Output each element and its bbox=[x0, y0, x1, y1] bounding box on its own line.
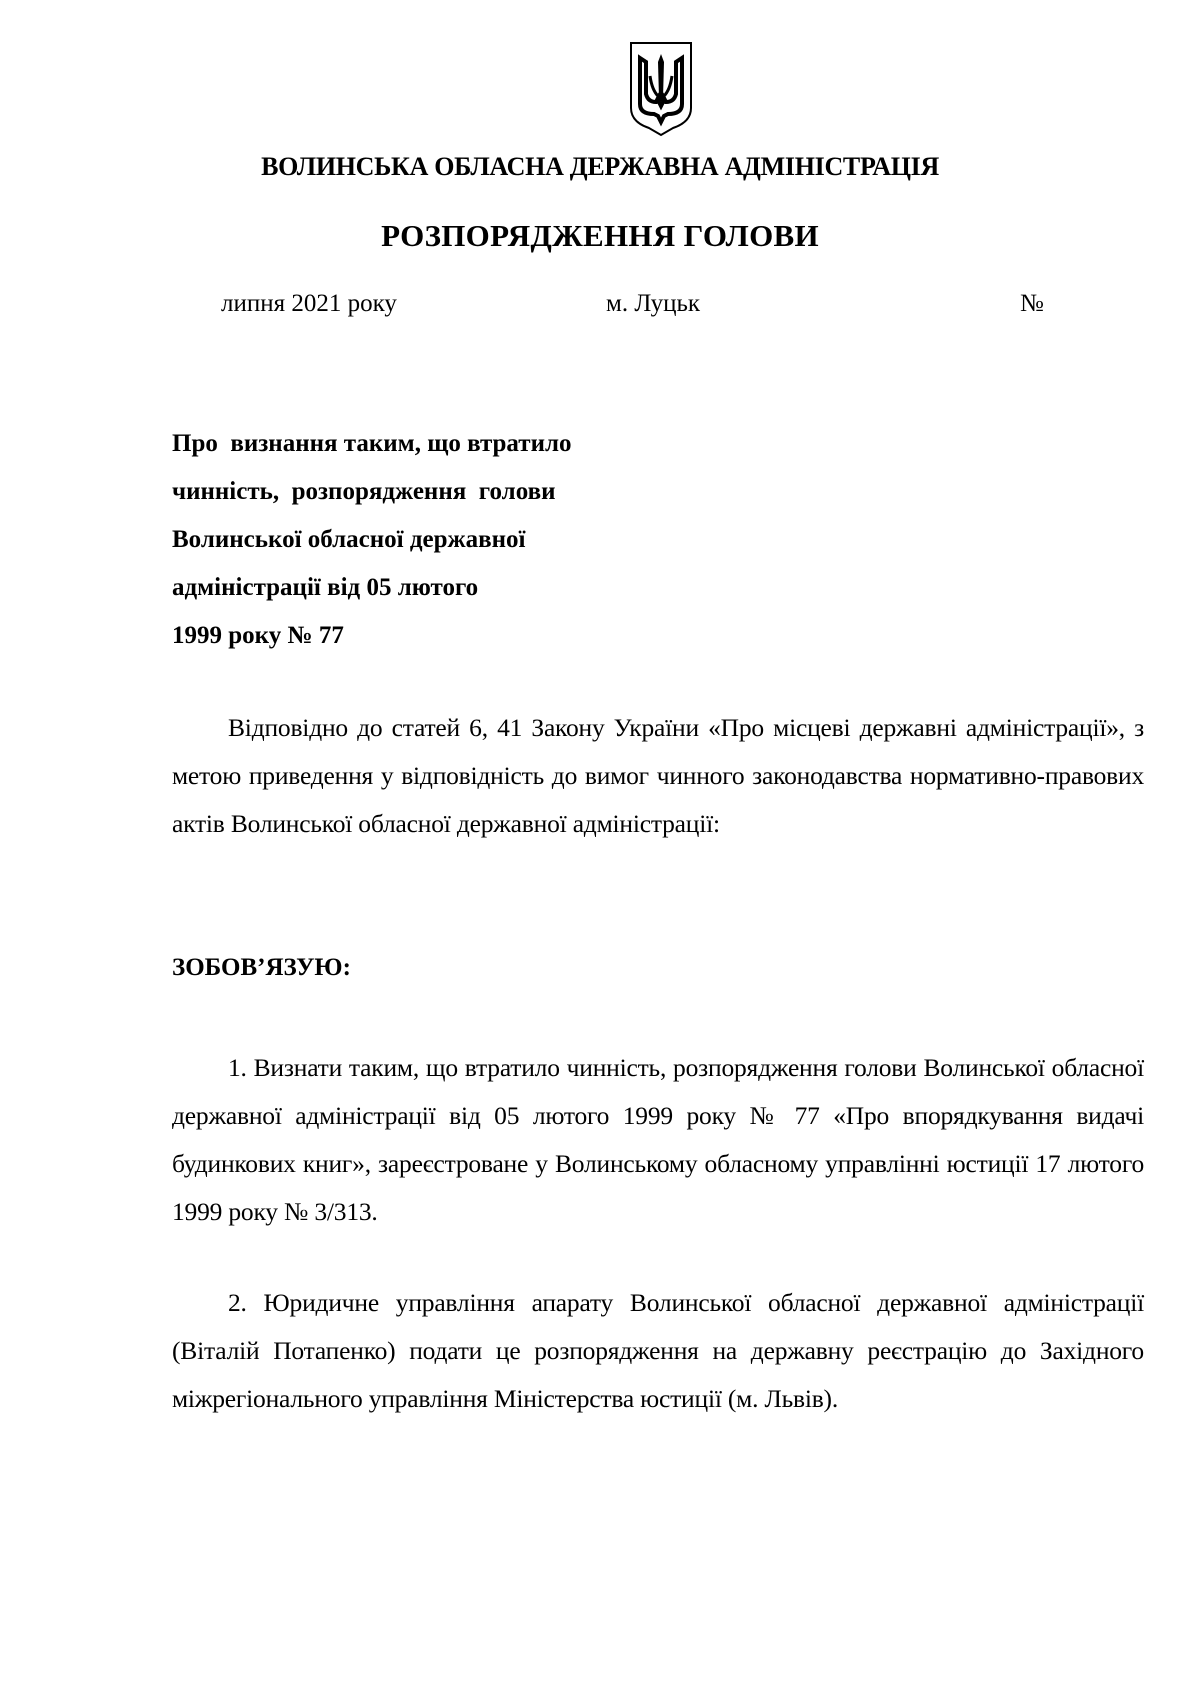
subject-line: чинність, розпорядження голови bbox=[172, 478, 556, 505]
subject-line: Про визнання таким, що втратило bbox=[172, 430, 572, 457]
subject-line: 1999 року № 77 bbox=[172, 622, 344, 649]
preamble-paragraph: Відповідно до статей 6, 41 Закону України «Про місцеві державні адміністрації», з метою приведення у відповідність до вимог чинного законодавства нормативно-правових актів Волинської обласної державної адміністрації: bbox=[172, 713, 1144, 838]
document-city: м. Луцьк bbox=[606, 290, 701, 317]
document-subject bbox=[172, 420, 572, 660]
document-date: липня 2021 року bbox=[221, 290, 397, 317]
subject-line: Волинської обласної державної bbox=[172, 526, 526, 553]
trident-emblem-icon bbox=[628, 40, 694, 138]
order-heading: ЗОБОВ’ЯЗУЮ: bbox=[172, 954, 351, 981]
order-item-2: 2. Юридичне управління апарату Волинської обласної державної адміністрації (Віталій Потапенко) подати це розпорядження на державну реєстрацію до Західного міжрегіонального управління Міністерства юстиції (м. Львів). bbox=[172, 1288, 1144, 1413]
order-item-1: 1. Визнати таким, що втратило чинність, розпорядження голови Волинської обласної державної адміністрації від 05 лютого 1999 року № 77 «Про впорядкування видачі будинкових книг», зареєстроване у Волинському обласному управлінні юстиції 17 лютого 1999 року № 3/313. bbox=[172, 1053, 1144, 1226]
subject-line: адміністрації від 05 лютого bbox=[172, 574, 479, 601]
document-number: № bbox=[1020, 290, 1044, 317]
document-type-title: РОЗПОРЯДЖЕННЯ ГОЛОВИ bbox=[381, 218, 819, 253]
organization-name: ВОЛИНСЬКА ОБЛАСНА ДЕРЖАВНА АДМІНІСТРАЦІЯ bbox=[261, 152, 939, 181]
